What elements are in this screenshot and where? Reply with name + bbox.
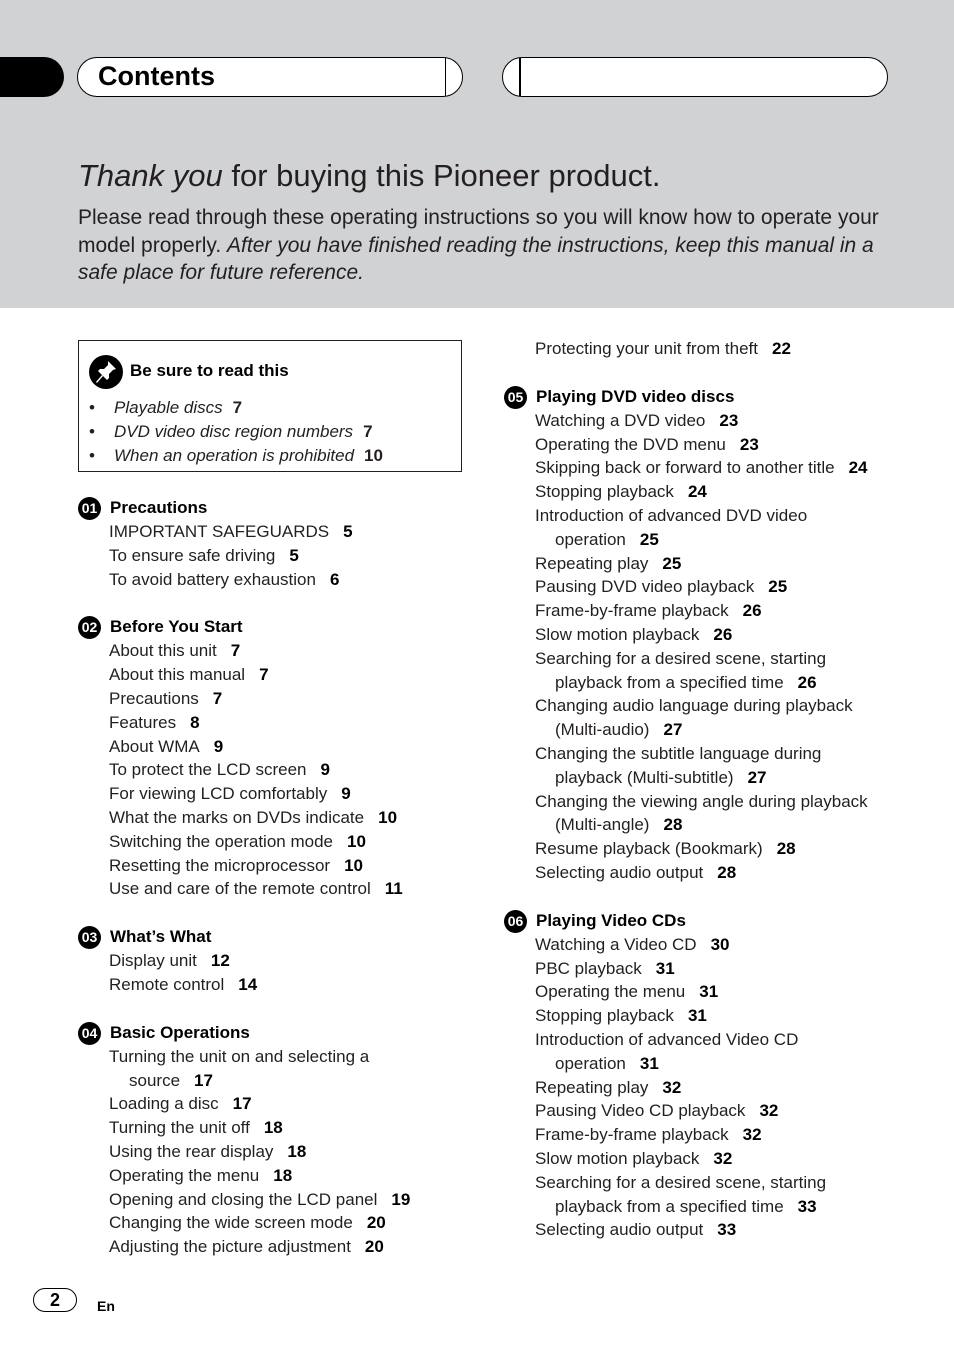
toc-page-number: 11 [384, 879, 403, 899]
bullet: • [89, 398, 95, 417]
toc-entry[interactable] [109, 1188, 468, 1212]
toc-entry-label: Introduction of advanced DVD video [535, 505, 808, 525]
toc-entry[interactable] [109, 735, 468, 759]
toc-entry-label: Loading a disc [109, 1094, 219, 1114]
section-title: Playing DVD video discs [536, 386, 735, 406]
toc-page-number: 10 [346, 831, 366, 851]
section-number-badge: 02 [78, 616, 101, 639]
section-number-badge: 01 [78, 497, 101, 520]
be-sure-item-label: Playable discs [114, 398, 223, 417]
toc-entry-label: Resetting the microprocessor [109, 855, 331, 875]
toc-entry[interactable] [535, 1099, 934, 1123]
toc-entry-list [78, 520, 468, 591]
toc-entry[interactable] [535, 790, 934, 838]
toc-entry-list [78, 1045, 468, 1259]
toc-entry-continuation: playback from a specified time 33 [555, 1196, 817, 1216]
toc-entry-label: Pausing DVD video playback [535, 577, 755, 597]
toc-page-number: 26 [742, 601, 762, 621]
toc-entry-continuation: playback (Multi-subtitle) 27 [555, 767, 767, 787]
toc-page-number: 30 [710, 934, 730, 954]
toc-page-number: 26 [797, 672, 817, 692]
be-sure-box [78, 340, 462, 472]
toc-right-column [504, 337, 934, 1242]
toc-entry[interactable] [535, 1147, 934, 1171]
toc-entry-label: Precautions [109, 688, 199, 708]
section-title: Before You Start [110, 617, 243, 637]
be-sure-item[interactable] [89, 396, 383, 420]
toc-entry-label: Operating the DVD menu [535, 434, 726, 454]
toc-entry-label: Pausing Video CD playback [535, 1101, 746, 1121]
page-headline [78, 158, 660, 194]
toc-entry-label: What the marks on DVDs indicate [109, 807, 365, 827]
toc-entry[interactable] [535, 647, 934, 695]
toc-entry-label: Watching a Video CD [535, 934, 697, 954]
section-number-badge: 04 [78, 1022, 101, 1045]
toc-entry[interactable] [535, 1028, 934, 1076]
toc-page-number: 26 [713, 624, 733, 644]
be-sure-list [89, 396, 383, 468]
toc-entry[interactable] [109, 663, 468, 687]
toc-entry-label: Watching a DVD video [535, 410, 706, 430]
toc-entry[interactable]: Protecting your unit from theft 22 [535, 339, 791, 358]
toc-page-number: 5 [289, 545, 299, 565]
toc-entry-label: Slow motion playback [535, 1148, 700, 1168]
section-heading[interactable] [78, 615, 468, 639]
toc-page-number: 31 [655, 958, 675, 978]
toc-page-number: 10 [378, 807, 398, 827]
toc-page-number: 25 [639, 529, 659, 549]
toc-page-number: 31 [687, 1006, 707, 1026]
toc-section-01 [78, 496, 468, 591]
be-sure-item-page: 10 [364, 446, 383, 465]
toc-entry-label: Operating the menu [109, 1165, 260, 1185]
toc-entry[interactable] [535, 599, 934, 623]
toc-entry-label: About this manual [109, 665, 246, 685]
toc-page-number: 32 [742, 1125, 762, 1145]
toc-entry-label: Use and care of the remote control [109, 879, 371, 899]
toc-entry-label: Features [109, 712, 177, 732]
toc-entry[interactable] [535, 957, 934, 981]
toc-entry-label: Changing audio language during playback [535, 696, 853, 716]
toc-page-number: 24 [848, 458, 868, 478]
toc-entry[interactable] [109, 782, 468, 806]
toc-section-02 [78, 615, 468, 901]
toc-entry-label: About this unit [109, 641, 217, 661]
headline-rest: for buying this Pioneer product. [222, 158, 661, 193]
be-sure-item-page: 7 [363, 422, 373, 441]
section-heading[interactable] [78, 1021, 468, 1045]
section-number-badge: 03 [78, 926, 101, 949]
toc-entry-label: Display unit [109, 951, 197, 971]
toc-page-number: 19 [391, 1189, 411, 1209]
toc-section-04 [78, 1021, 468, 1259]
toc-entry[interactable] [535, 1123, 934, 1147]
toc-entry[interactable] [535, 575, 934, 599]
toc-section-06 [504, 909, 934, 1242]
toc-page-number: 33 [717, 1220, 737, 1240]
toc-entry[interactable] [535, 480, 934, 504]
toc-entry[interactable] [109, 949, 468, 973]
toc-entry[interactable] [109, 1235, 468, 1259]
intro-paragraph [78, 204, 898, 287]
toc-page-number: 17 [232, 1094, 252, 1114]
toc-entry-label: Operating the menu [535, 982, 686, 1002]
toc-entry[interactable] [535, 456, 934, 480]
toc-section-03 [78, 925, 468, 997]
headline-emphasis: Thank you [78, 158, 223, 193]
toc-page-number: 32 [662, 1077, 682, 1097]
toc-entry-label: Turning the unit on and selecting a [109, 1046, 370, 1066]
toc-left-column [78, 340, 468, 1259]
toc-entry[interactable] [109, 1116, 468, 1140]
toc-page-number: 5 [343, 522, 353, 541]
toc-entry[interactable] [535, 433, 934, 457]
toc-entry-continuation: (Multi-angle) 28 [555, 815, 683, 835]
toc-page-number: 18 [263, 1118, 283, 1138]
toc-entry[interactable] [535, 742, 934, 790]
toc-entry-continuation: operation 31 [555, 1053, 659, 1073]
toc-entry[interactable] [535, 409, 934, 433]
toc-entry-label: Resume playback (Bookmark) [535, 839, 763, 859]
toc-page-number: 23 [719, 410, 739, 430]
section-tab-marker [0, 57, 64, 97]
toc-entry-continuation: playback from a specified time 26 [555, 672, 817, 692]
be-sure-item-page: 7 [232, 398, 243, 417]
toc-page-number: 14 [238, 974, 258, 994]
toc-page-number: 9 [213, 736, 224, 756]
toc-entry-label: Changing the wide screen mode [109, 1213, 353, 1233]
section-heading[interactable] [504, 385, 934, 409]
toc-page-number: 18 [273, 1165, 293, 1185]
toc-page-number: 18 [287, 1141, 307, 1161]
toc-page-number: 10 [344, 855, 364, 875]
toc-page-number: 23 [739, 434, 759, 454]
toc-entry[interactable] [109, 568, 468, 592]
toc-entry-continuation: operation 25 [555, 529, 659, 549]
toc-page-number: 9 [320, 760, 330, 780]
section-number-badge: 05 [504, 386, 527, 409]
toc-page-number: 28 [663, 815, 683, 835]
toc-entry-continuation: source 17 [129, 1070, 213, 1090]
toc-page-number: 25 [662, 553, 682, 573]
toc-entry-label: About WMA [109, 736, 200, 756]
page-number: 2 [33, 1288, 77, 1312]
toc-entry-list [78, 639, 468, 901]
toc-entry[interactable] [109, 639, 468, 663]
language-code: En [97, 1298, 115, 1314]
contents-tab [77, 57, 463, 97]
toc-entry[interactable] [535, 694, 934, 742]
toc-entry-label: Selecting audio output [535, 862, 704, 882]
section-number-badge: 06 [504, 910, 527, 933]
toc-entry-label: Repeating play [535, 553, 649, 573]
be-sure-item-label: When an operation is prohibited [114, 446, 355, 465]
toc-page-number: 25 [768, 577, 788, 597]
toc-entry[interactable] [535, 1004, 934, 1028]
toc-entry-label: Adjusting the picture adjustment [109, 1237, 351, 1257]
toc-page-number: 32 [759, 1101, 779, 1121]
toc-entry[interactable] [109, 758, 468, 782]
toc-entry[interactable] [535, 933, 934, 957]
toc-page-number: 17 [194, 1070, 213, 1090]
toc-entry[interactable] [109, 806, 468, 830]
toc-entry[interactable] [535, 1171, 934, 1219]
intro-plain: Please read through these operating instructions so you will know how to operate your model properly. [78, 206, 879, 257]
toc-entry[interactable] [109, 830, 468, 854]
toc-entry[interactable] [535, 504, 934, 552]
section-heading[interactable] [78, 496, 468, 520]
section-heading[interactable] [504, 909, 934, 933]
toc-page-number: 31 [639, 1053, 659, 1073]
section-heading[interactable] [78, 925, 468, 949]
toc-entry-label: To ensure safe driving [109, 545, 276, 565]
toc-page-number: 33 [797, 1196, 817, 1216]
toc-entry[interactable] [109, 520, 468, 544]
toc-page-number: 9 [341, 784, 351, 804]
empty-tab [502, 57, 888, 97]
toc-page-number: 6 [329, 569, 340, 589]
toc-page-number: 24 [687, 482, 707, 502]
toc-entry-list [504, 933, 934, 1242]
toc-entry-label: Frame-by-frame playback [535, 601, 729, 621]
toc-entry-label: Repeating play [535, 1077, 649, 1097]
toc-page-number: 32 [713, 1148, 733, 1168]
toc-entry-label: Stopping playback [535, 482, 674, 502]
toc-entry-list [504, 409, 934, 885]
toc-entry-label: Searching for a desired scene, starting [535, 1172, 827, 1192]
toc-entry[interactable] [109, 1092, 468, 1116]
toc-entry-label: Opening and closing the LCD panel [109, 1189, 378, 1209]
toc-entry-label: Remote control [109, 974, 225, 994]
contents-tab-label: Contents [98, 61, 215, 91]
toc-page-number: 7 [230, 641, 241, 661]
be-sure-title: Be sure to read this [130, 361, 289, 380]
toc-entry-label: Selecting audio output [535, 1220, 704, 1240]
toc-page-number: 20 [364, 1237, 384, 1257]
toc-entry-label: For viewing LCD comfortably [109, 784, 328, 804]
toc-entry[interactable] [535, 623, 934, 647]
toc-entry[interactable] [535, 861, 934, 885]
toc-entry-continuation: (Multi-audio) 27 [555, 720, 683, 740]
be-sure-item[interactable] [89, 444, 383, 468]
bullet: • [89, 422, 95, 441]
section-title: Precautions [110, 498, 208, 517]
toc-entry[interactable] [109, 854, 468, 878]
intro-italic: After you have finished reading the instructions, keep this manual in a safe place for future reference. [78, 233, 874, 284]
be-sure-item-label: DVD video disc region numbers [114, 422, 354, 441]
toc-entry-label: Using the rear display [109, 1141, 274, 1161]
toc-entry-label: Changing the viewing angle during playback [535, 791, 868, 811]
toc-entry-label: Skipping back or forward to another title [535, 458, 835, 478]
toc-page-number: 7 [212, 688, 223, 708]
toc-entry-label: PBC playback [535, 958, 642, 978]
toc-page-number: 31 [699, 982, 719, 1002]
toc-entry[interactable] [535, 1218, 934, 1242]
section-title: What’s What [110, 927, 212, 947]
toc-entry-label: Switching the operation mode [109, 831, 333, 851]
toc-entry[interactable] [109, 687, 468, 711]
toc-continued-list [504, 337, 934, 361]
toc-entry-label: Frame-by-frame playback [535, 1125, 729, 1145]
be-sure-item[interactable] [89, 420, 383, 444]
toc-entry-label: Searching for a desired scene, starting [535, 648, 827, 668]
toc-entry[interactable] [535, 1076, 934, 1100]
toc-entry[interactable] [109, 1164, 468, 1188]
toc-entry-label: To avoid battery exhaustion [109, 569, 316, 589]
toc-page-number: 8 [190, 712, 200, 732]
toc-page-number: 28 [717, 862, 737, 882]
toc-page-number: 12 [210, 951, 230, 971]
toc-entry[interactable] [109, 1140, 468, 1164]
toc-page-number: 27 [747, 767, 767, 787]
toc-entry-label: To protect the LCD screen [109, 760, 307, 780]
toc-entry[interactable] [109, 1045, 468, 1093]
section-title: Playing Video CDs [536, 910, 686, 930]
toc-page-number: 27 [663, 720, 683, 740]
toc-entry[interactable] [109, 711, 468, 735]
toc-entry[interactable] [535, 837, 934, 861]
toc-entry-label: Slow motion playback [535, 624, 700, 644]
toc-entry-label: Introduction of advanced Video CD [535, 1029, 799, 1049]
toc-entry[interactable] [109, 1211, 468, 1235]
toc-entry[interactable] [535, 980, 934, 1004]
toc-page-number: 28 [776, 839, 796, 859]
toc-page-number: 7 [259, 665, 269, 685]
toc-entry[interactable] [109, 544, 468, 568]
toc-entry-label: Stopping playback [535, 1006, 674, 1026]
toc-page-number: 20 [366, 1213, 386, 1233]
toc-page-number: 22 [772, 339, 791, 358]
toc-section-05 [504, 385, 934, 885]
toc-entry[interactable] [109, 973, 468, 997]
toc-entry[interactable] [535, 552, 934, 576]
toc-entry[interactable] [109, 877, 468, 901]
section-title: Basic Operations [110, 1022, 250, 1042]
toc-entry-list [78, 949, 468, 997]
pin-icon [89, 355, 123, 389]
toc-entry-label: Turning the unit off [109, 1118, 250, 1138]
toc-entry-label: IMPORTANT SAFEGUARDS [109, 522, 330, 541]
toc-entry-label: Changing the subtitle language during [535, 743, 822, 763]
bullet: • [89, 446, 95, 465]
